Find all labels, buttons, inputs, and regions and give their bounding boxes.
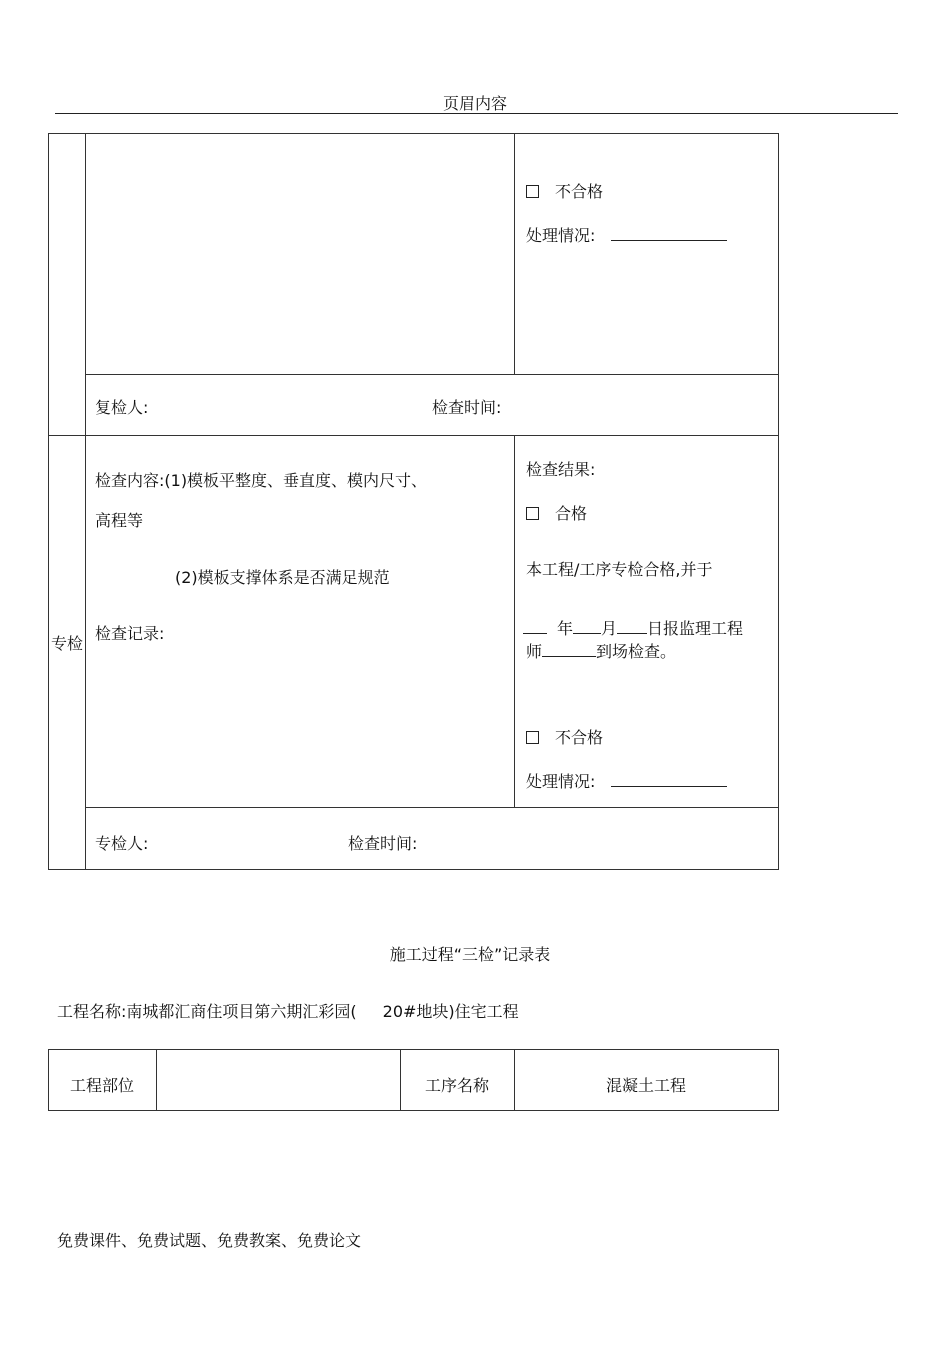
special-inspector-label: 专检人:: [95, 834, 149, 853]
year-field[interactable]: [523, 619, 547, 634]
special-handling: [526, 769, 727, 792]
recheck-inspector-label: 复检人:: [95, 398, 149, 417]
table-bottom-border: [48, 869, 779, 870]
special-qualified-option[interactable]: [526, 501, 587, 524]
recheck-divider: [85, 374, 779, 375]
special-unqualified-label: 不合格: [555, 728, 604, 747]
page-footer: 免费课件、免费试题、免费教案、免费论文: [57, 1231, 362, 1250]
month-label: 月: [601, 619, 618, 638]
year-label: 年: [557, 619, 574, 638]
month-field[interactable]: [573, 619, 601, 634]
special-handling-field[interactable]: [611, 772, 727, 787]
special-divider: [85, 807, 779, 808]
table-left-border: [48, 133, 49, 869]
recheck-handling: [526, 223, 727, 246]
project-plot: 20#地块)住宅工程: [382, 1002, 519, 1021]
check-record-label: 检查记录:: [95, 624, 165, 643]
report-date-line: [523, 616, 743, 639]
form-title: 施工过程“三检”记录表: [389, 945, 551, 964]
project-name: [57, 999, 519, 1022]
check-content-line1: 检查内容:(1)模板平整度、垂直度、模内尺寸、: [95, 471, 428, 490]
day-field[interactable]: [617, 619, 647, 634]
table-top-border: [48, 133, 779, 134]
recheck-result-border: [514, 133, 515, 374]
day-report-label: 日报监理工程: [647, 619, 744, 638]
label-column-border: [85, 133, 86, 869]
recheck-time-label: 检查时间:: [432, 398, 502, 417]
process-value: 混凝土工程: [605, 1076, 686, 1095]
pass-statement: 本工程/工序专检合格,并于: [526, 560, 713, 579]
header-divider: [55, 113, 898, 114]
special-time-label: 检查时间:: [348, 834, 418, 853]
special-qualified-label: 合格: [555, 504, 588, 523]
check-result-label: 检查结果:: [526, 460, 596, 479]
special-check-side-label: 专检: [50, 634, 83, 653]
page-header: 页眉内容: [442, 94, 507, 113]
recheck-unqualified-label: 不合格: [555, 182, 604, 201]
recheck-unqualified-option[interactable]: [526, 179, 603, 202]
recheck-handling-field[interactable]: [611, 226, 727, 241]
part-label: 工程部位: [69, 1076, 134, 1095]
info-table-right-border: [778, 1049, 779, 1110]
checkbox-icon[interactable]: [526, 185, 539, 198]
engineer-prefix: 师: [526, 642, 543, 661]
engineer-line: [526, 639, 676, 662]
special-result-border: [514, 435, 515, 807]
recheck-handling-label: 处理情况:: [526, 226, 596, 245]
checkbox-icon[interactable]: [526, 507, 539, 520]
engineer-field[interactable]: [542, 642, 596, 657]
engineer-suffix: 到场检查。: [596, 642, 677, 661]
section-divider: [48, 435, 779, 436]
check-content-line2: 高程等: [95, 511, 144, 530]
info-table-bottom-border: [48, 1110, 779, 1111]
check-content-line3: (2)模板支撑体系是否满足规范: [175, 568, 390, 587]
process-label: 工序名称: [424, 1076, 489, 1095]
table-right-border: [778, 133, 779, 869]
info-table-col1-border: [156, 1049, 157, 1110]
special-handling-label: 处理情况:: [526, 772, 596, 791]
project-label: 工程名称:南城都汇商住项目第六期汇彩园(: [57, 1002, 357, 1021]
checkbox-icon[interactable]: [526, 731, 539, 744]
special-unqualified-option[interactable]: [526, 725, 603, 748]
info-table-top-border: [48, 1049, 779, 1050]
